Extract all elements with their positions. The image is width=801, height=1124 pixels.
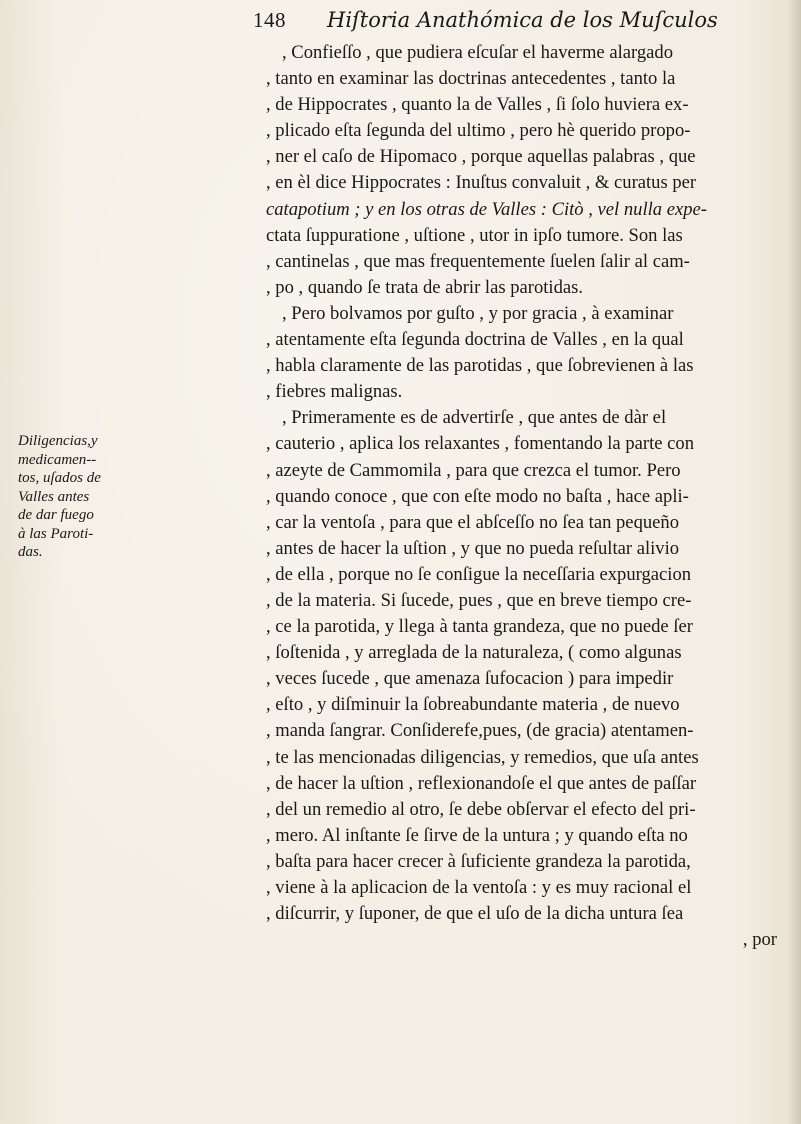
text-line: , plicado eſta ſegunda del ultimo , pero hè querido propo-: [266, 120, 691, 142]
text-line: , cantinelas , que mas frequentemente ſuelen ſalir al cam-: [266, 250, 690, 272]
text-line: , ſoſtenida , y arreglada de la naturaleza, ( como algunas: [266, 642, 682, 664]
margin-note-line: das.: [18, 544, 43, 560]
text-line: , Pero bolvamos por guſto , y por gracia , à examinar: [282, 302, 674, 324]
text-line: , eſto , y diſminuir la ſobreabundante materia , de nuevo: [266, 694, 680, 716]
text-line: , fiebres malignas.: [266, 381, 403, 403]
text-line: ctata ſuppuratione , uſtione , utor in ipſo tumore. Son las: [266, 224, 683, 246]
text-line: , de hacer la uſtion , reflexionandoſe el que antes de paſſar: [266, 772, 697, 794]
text-line: , ce la parotida, y llega à tanta grandeza, que no puede ſer: [266, 616, 693, 638]
page-edge-shadow: [787, 0, 801, 1124]
text-line: , habla claramente de las parotidas , que ſobrevienen à las: [266, 355, 694, 377]
margin-note-line: tos, uſados de: [18, 470, 101, 486]
page-number: 148: [253, 8, 286, 32]
text-line: catapotium ; y en los otras de Valles : Citò , vel nulla expe-: [266, 198, 707, 220]
margin-note-line: à las Paroti-: [18, 525, 94, 542]
text-line: , de la materia. Si ſucede, pues , que en breve tiempo cre-: [266, 589, 692, 611]
text-line: , ner el caſo de Hipomaco , porque aquellas palabras , que: [266, 146, 696, 168]
margin-note-line: Diligencias,y: [18, 433, 98, 449]
catchword: , por: [742, 929, 777, 951]
text-line: , veces ſucede , que amenaza ſufocacion ) para impedir: [266, 668, 674, 690]
text-line: , te las mencionadas diligencias, y remedios, que uſa antes: [266, 746, 699, 768]
text-line: , de Hippocrates , quanto la de Valles , ſi ſolo huviera ex-: [266, 94, 689, 116]
text-line: , mero. Al inſtante ſe ſirve de la untura ; y quando eſta no: [266, 824, 688, 846]
text-line: , del un remedio al otro, ſe debe obſervar el efecto del pri-: [266, 798, 696, 820]
page-header: [253, 8, 773, 38]
text-line: , atentamente eſta ſegunda doctrina de Valles , en la qual: [266, 329, 684, 351]
text-line: , tanto en examinar las doctrinas antecedentes , tanto la: [266, 68, 676, 90]
text-line: , po , quando ſe trata de abrir las parotidas.: [266, 276, 584, 298]
text-line: , diſcurrir, y ſuponer, de que el uſo de la dicha untura ſea: [266, 903, 684, 925]
text-line: , quando conoce , que con eſte modo no baſta , hace apli-: [266, 485, 689, 507]
running-title: Hiſtoria Anathómica de los Muſculos: [327, 8, 718, 32]
margin-note-line: de dar fuego: [18, 507, 94, 523]
text-line: , azeyte de Cammomila , para que crezca el tumor. Pero: [266, 459, 681, 481]
text-line: , car la ventoſa , para que el abſceſſo no ſea tan pequeño: [266, 511, 680, 533]
marginal-note: [18, 432, 103, 562]
margin-note-line: medicamen--: [18, 451, 97, 468]
text-line: , manda ſangrar. Conſiderefe,pues, (de gracia) atentamen-: [266, 720, 694, 742]
text-line: , viene à la aplicacion de la ventoſa : y es muy racional el: [266, 877, 692, 898]
text-line: , baſta para hacer crecer à ſuficiente grandeza la parotida,: [266, 850, 691, 872]
text-line: , cauterio , aplica los relaxantes , fomentando la parte con: [266, 433, 694, 455]
text-line: , de ella , porque no ſe conſigue la neceſſaria expurgacion: [266, 563, 692, 585]
margin-note-line: Valles antes: [18, 488, 90, 505]
text-line: , Confieſſo , que pudiera eſcuſar el haverme alargado: [282, 42, 673, 63]
text-line: , en èl dice Hippocrates : Inuſtus convaluit , & curatus per: [266, 172, 697, 194]
body-text: [266, 40, 781, 953]
text-line: , Primeramente es de advertirſe , que antes de dàr el: [282, 407, 667, 429]
text-line: , antes de hacer la uſtion , y que no pueda reſultar alivio: [266, 537, 680, 559]
